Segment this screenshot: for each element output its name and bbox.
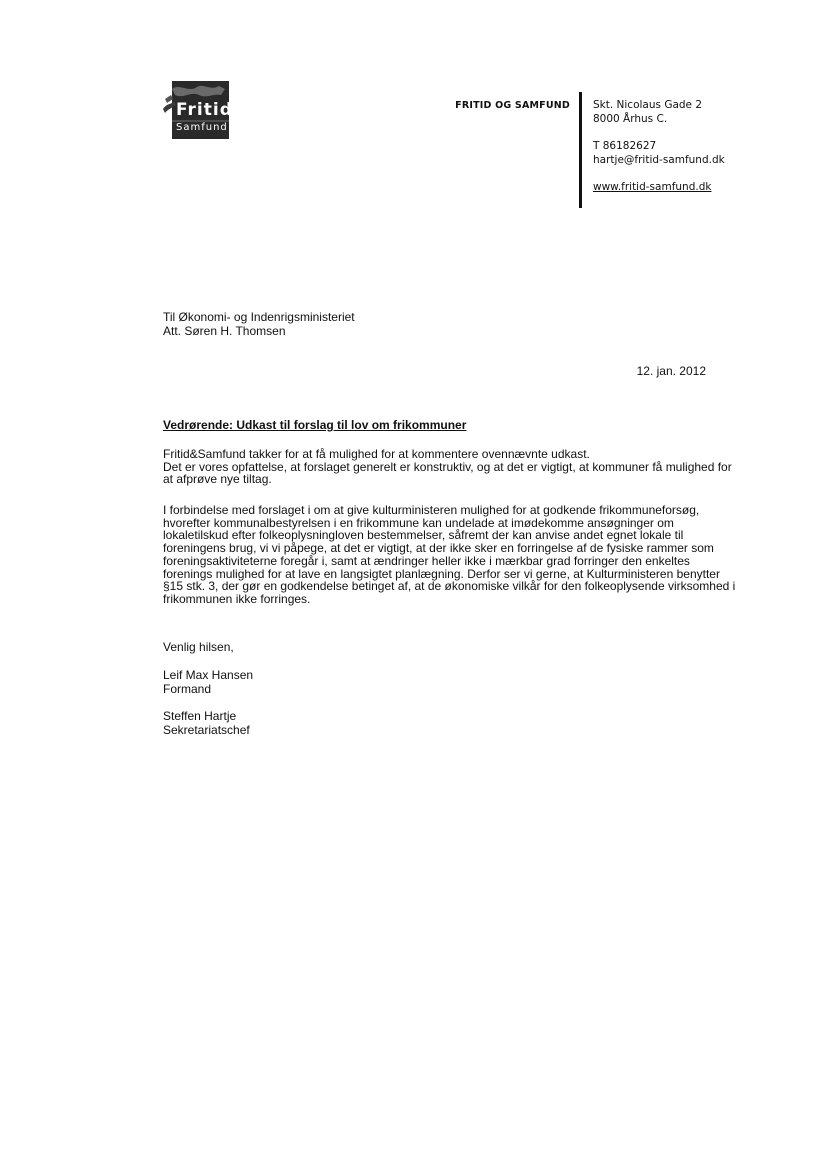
organization-name: FRITID OG SAMFUND (455, 100, 570, 111)
letter-date: 12. jan. 2012 (636, 364, 706, 378)
fritid-samfund-logo (163, 81, 233, 139)
header-divider (579, 92, 582, 208)
paragraph-line: frikommunen ikke forringes. (163, 591, 311, 606)
paragraph-line: foreningsaktiviteterne foregår i, samt at ændringer heller ikke i mærkbar grad forringer den enkeltes (163, 553, 690, 568)
paragraph-line: Det er vores opfattelse, at forslaget generelt er konstruktiv, og at det er vigtigt, at kommuner få mulighed for (163, 459, 732, 474)
paragraph-line: lokaletilskud efter folkeoplysningloven bestemmelser, såfremt der kan anvise andet egnet lokale til (163, 528, 684, 543)
signatory-title: Formand (163, 681, 212, 696)
paragraph-line: §15 stk. 3, der gør en godkendelse betinget af, at de økonomiske vilkår for den folkeoplysende virksomhed i (163, 579, 736, 594)
paragraph-line: at afprøve nye tiltag. (163, 472, 272, 487)
closing-greeting: Venlig hilsen, (163, 640, 234, 654)
contact-spacer-2 (593, 167, 725, 180)
logo-subtitle: Samfund (176, 122, 228, 133)
signatory-1 (163, 669, 253, 696)
paragraph-line: hvorefter kommunalbestyrelsen i en frikommune kan undelade at imødekomme ansøgninger om (163, 515, 674, 530)
paragraph-line: I forbindelse med forslaget i om at give kulturministeren mulighed for at godkende frikommuneforsøg, (163, 503, 700, 517)
recipient-block (163, 310, 355, 338)
paragraph-line: foreningens brug, vi vi påpege, at det er vigtigt, at der ikke sker en forringelse af de fysiske rammer som (163, 541, 714, 556)
website-link[interactable]: www.fritid-samfund.dk (593, 181, 712, 193)
contact-block (593, 98, 725, 194)
contact-spacer (593, 126, 725, 139)
phone-number: T 86182627 (593, 140, 657, 152)
recipient-line-1: Til Økonomi- og Indenrigsministeriet (163, 310, 355, 324)
logo-wordmark: Fritid (176, 100, 233, 120)
address-line-2: 8000 Århus C. (593, 113, 668, 125)
signatory-name: Steffen Hartje (163, 709, 237, 723)
paragraph-1 (163, 448, 743, 486)
paragraph-line: forenings mulighed for at lave en langsigtet planlægning. Derfor ser vi gerne, at Kulturministeren benytter (163, 566, 720, 581)
paragraph-2 (163, 504, 743, 606)
address-line-1: Skt. Nicolaus Gade 2 (593, 99, 703, 111)
signatory-2 (163, 710, 250, 737)
recipient-line-2: Att. Søren H. Thomsen (163, 324, 286, 338)
signatory-title: Sekretariatschef (163, 722, 250, 737)
subject-line: Vedrørende: Udkast til forslag til lov om frikommuner (163, 418, 467, 432)
signatory-name: Leif Max Hansen (163, 668, 254, 682)
paragraph-line: Fritid&Samfund takker for at få mulighed for at kommentere ovennævnte udkast. (163, 447, 590, 461)
email-address: hartje@fritid-samfund.dk (593, 154, 725, 166)
